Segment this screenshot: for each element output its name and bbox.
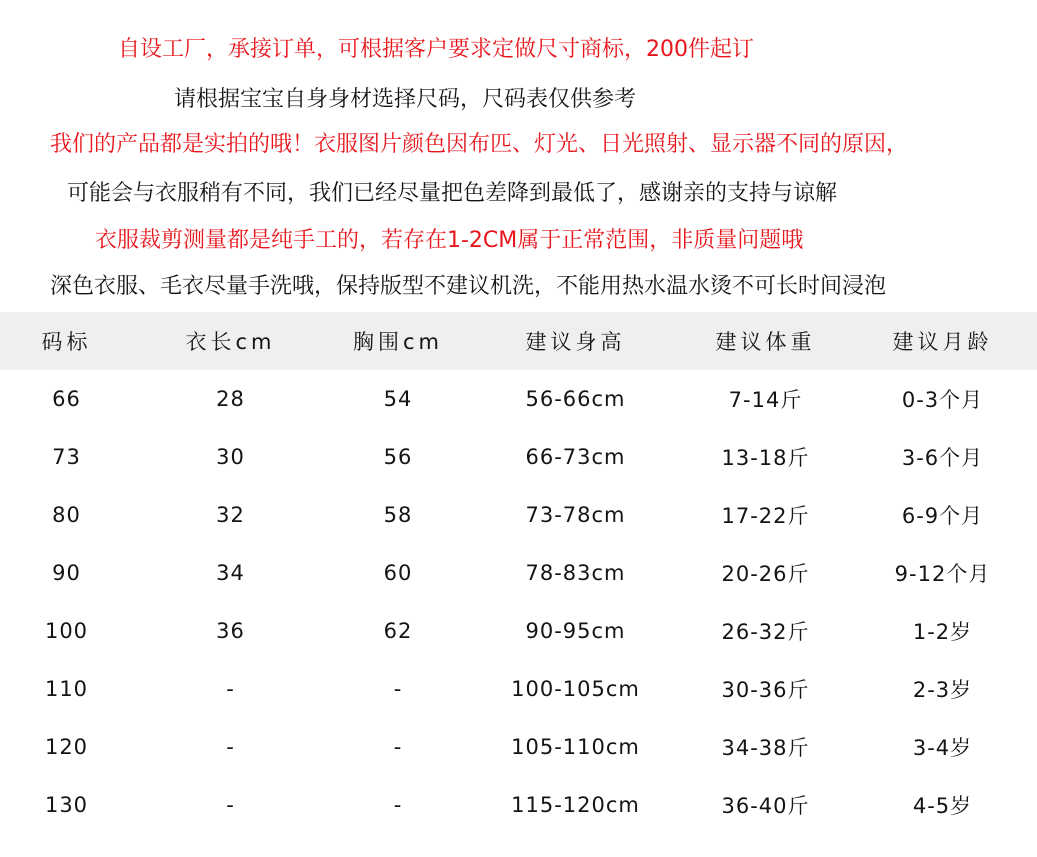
header-weight: 建议体重 <box>715 330 816 354</box>
cell-height: 100-105cm <box>511 677 640 701</box>
cell-chest: 54 <box>383 387 413 411</box>
cell-length: 28 <box>216 387 245 411</box>
cell-age: 9-12个月 <box>894 562 991 586</box>
cell-weight: 30-36斤 <box>721 678 810 702</box>
header-height: 建议身高 <box>525 330 626 354</box>
cell-chest: 62 <box>383 619 413 643</box>
cell-height: 56-66cm <box>525 387 626 411</box>
cell-height: 115-120cm <box>511 793 640 817</box>
table-row <box>0 718 1037 776</box>
header-chest: 胸围cm <box>352 330 443 354</box>
cell-weight: 36-40斤 <box>721 794 810 818</box>
cell-size: 80 <box>52 503 81 527</box>
cell-age: 1-2岁 <box>912 620 973 644</box>
cell-size: 120 <box>44 735 89 759</box>
table-row <box>0 544 1037 602</box>
cell-length: 36 <box>216 619 245 643</box>
cell-weight: 26-32斤 <box>721 620 810 644</box>
table-row <box>0 660 1037 718</box>
table-row <box>0 428 1037 486</box>
cell-size: 73 <box>52 445 81 469</box>
cell-length: 34 <box>216 561 245 585</box>
cell-age: 6-9个月 <box>901 504 984 528</box>
cell-length: - <box>226 793 235 817</box>
measurement-notice: 衣服裁剪测量都是纯手工的，若存在1-2CM属于正常范围，非质量问题哦 <box>95 228 804 253</box>
cell-chest: - <box>393 735 403 759</box>
cell-weight: 13-18斤 <box>721 446 810 470</box>
cell-age: 0-3个月 <box>901 388 984 412</box>
cell-age: 3-4岁 <box>912 736 973 760</box>
cell-height: 90-95cm <box>525 619 626 643</box>
size-chart-table <box>0 312 1037 834</box>
size-guide-notice: 请根据宝宝自身身材选择尺码，尺码表仅供参考 <box>174 87 637 112</box>
cell-age: 4-5岁 <box>912 794 973 818</box>
cell-weight: 17-22斤 <box>721 504 810 528</box>
color-notice: 我们的产品都是实拍的哦！衣服图片颜色因布匹、灯光、日光照射、显示器不同的原因， <box>50 132 909 157</box>
cell-weight: 34-38斤 <box>721 736 810 760</box>
cell-size: 66 <box>52 387 81 411</box>
cell-chest: 60 <box>383 561 413 585</box>
cell-size: 100 <box>44 619 89 643</box>
cell-size: 90 <box>52 561 81 585</box>
cell-size: 130 <box>44 793 89 817</box>
cell-chest: 58 <box>383 503 413 527</box>
header-age: 建议月龄 <box>892 330 993 354</box>
cell-age: 3-6个月 <box>901 446 984 470</box>
cell-weight: 7-14斤 <box>728 388 803 412</box>
washing-notice: 深色衣服、毛衣尽量手洗哦，保持版型不建议机洗，不能用热水温水烫不可长时间浸泡 <box>50 274 887 299</box>
cell-height: 78-83cm <box>525 561 626 585</box>
table-row <box>0 776 1037 834</box>
factory-notice: 自设工厂，承接订单，可根据客户要求定做尺寸商标，200件起订 <box>118 37 754 62</box>
color-difference-notice: 可能会与衣服稍有不同，我们已经尽量把色差降到最低了，感谢亲的支持与谅解 <box>67 181 838 206</box>
cell-chest: 56 <box>383 445 413 469</box>
cell-size: 110 <box>44 677 89 701</box>
cell-length: 30 <box>216 445 245 469</box>
cell-height: 66-73cm <box>525 445 626 469</box>
table-header-row <box>0 312 1037 370</box>
header-length: 衣长cm <box>185 330 276 354</box>
table-row <box>0 602 1037 660</box>
cell-age: 2-3岁 <box>912 678 973 702</box>
table-row <box>0 486 1037 544</box>
header-size-label: 码标 <box>41 330 92 354</box>
cell-height: 105-110cm <box>511 735 640 759</box>
table-row <box>0 370 1037 428</box>
cell-height: 73-78cm <box>525 503 626 527</box>
cell-length: - <box>226 735 235 759</box>
cell-chest: - <box>393 677 403 701</box>
cell-length: 32 <box>216 503 245 527</box>
cell-length: - <box>226 677 235 701</box>
cell-weight: 20-26斤 <box>721 562 810 586</box>
cell-chest: - <box>393 793 403 817</box>
